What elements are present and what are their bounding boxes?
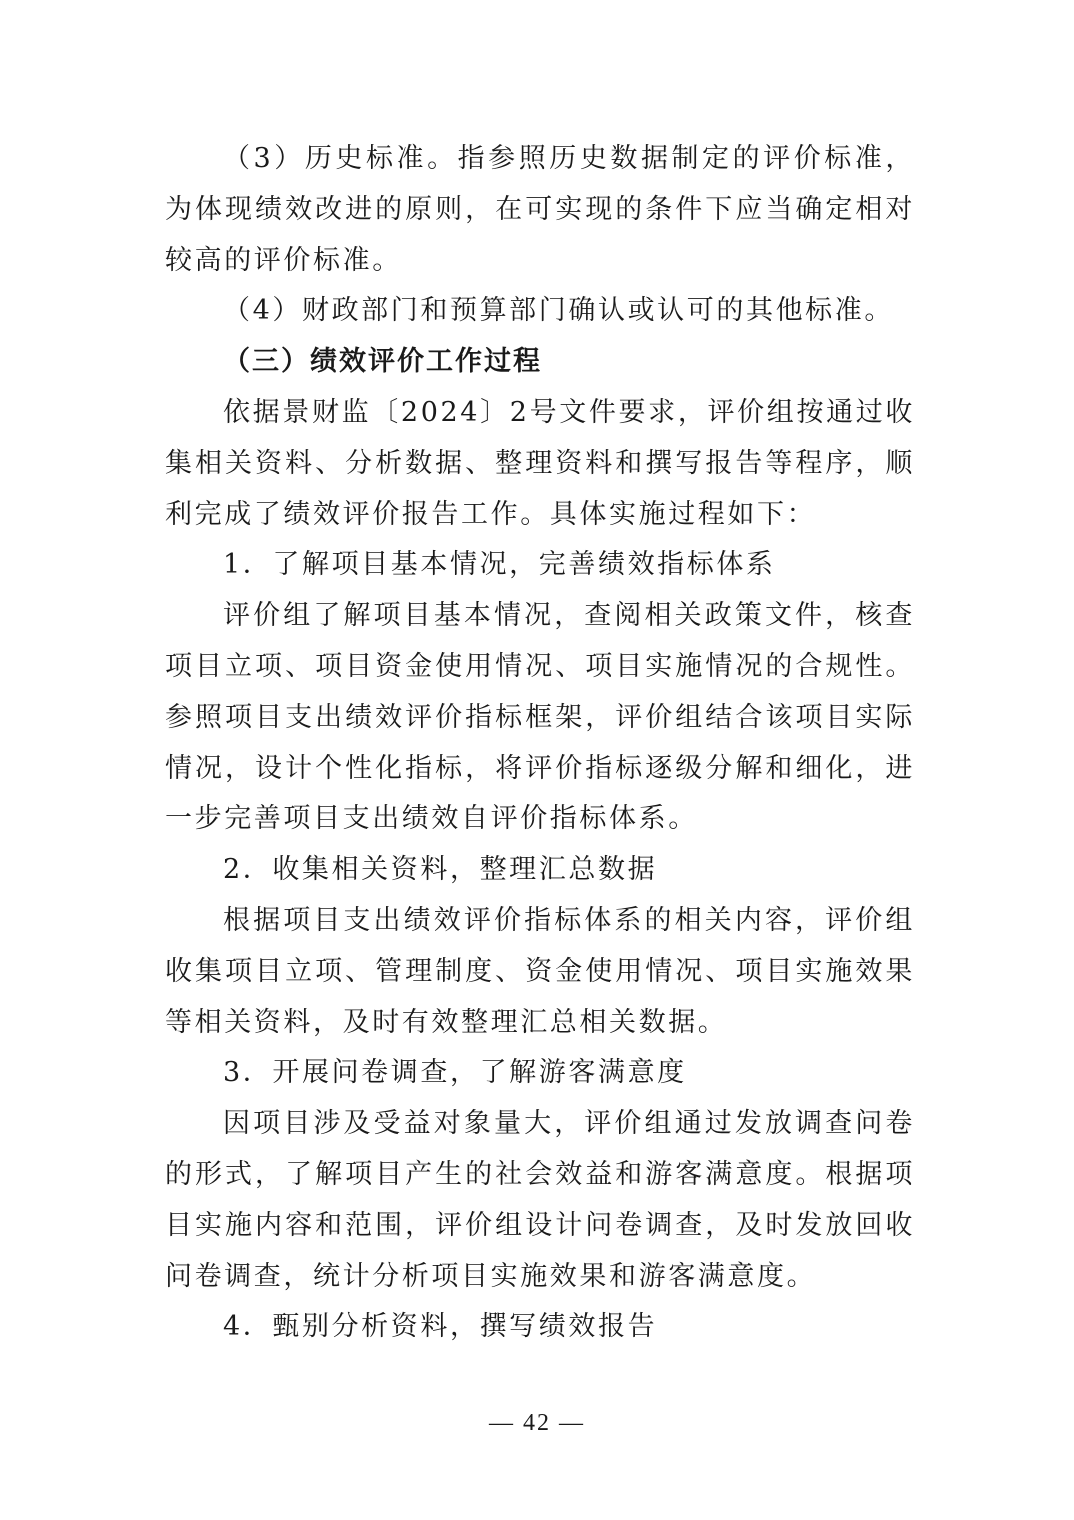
page-number: — 42 — [489, 1410, 585, 1436]
step-heading-4: 4．甄别分析资料，撰写绩效报告 [223, 1311, 658, 1343]
paragraph-step-2: 根据项目支出绩效评价指标体系的相关内容，评价组收集项目立项、管理制度、资金使用情况、项目实施效果等相关资料，及时有效整理汇总相关数据。 [165, 904, 915, 1038]
step-heading-3: 3．开展问卷调查，了解游客满意度 [223, 1057, 687, 1089]
paragraph-step-3: 因项目涉及受益对象量大，评价组通过发放调查问卷的形式，了解项目产生的社会效益和游客满意度。根据项目实施内容和范围，评价组设计问卷调查，及时发放回收问卷调查，统计分析项目实施效果和游客满意度。 [165, 1108, 915, 1292]
paragraph-step-1: 评价组了解项目基本情况，查阅相关政策文件，核查项目立项、项目资金使用情况、项目实施情况的合规性。参照项目支出绩效评价指标框架，评价组结合该项目实际情况，设计个性化指标，将评价指标逐级分解和细化，进一步完善项目支出绩效自评价指标体系。 [165, 600, 915, 835]
paragraph-historical-standard: （3）历史标准。指参照历史数据制定的评价标准，为体现绩效改进的原则，在可实现的条件下应当确定相对较高的评价标准。 [165, 143, 915, 276]
paragraph-other-standards: （4）财政部门和预算部门确认或认可的其他标准。 [223, 295, 894, 327]
step-heading-2: 2．收集相关资料，整理汇总数据 [223, 854, 658, 886]
paragraph-process-basis: 依据景财监〔2024〕2号文件要求，评价组按通过收集相关资料、分析数据、整理资料和撰写报告等程序，顺利完成了绩效评价报告工作。具体实施过程如下： [165, 396, 915, 530]
section-heading-evaluation-process: （三）绩效评价工作过程 [223, 346, 542, 378]
body-text [165, 134, 915, 1353]
step-heading-1: 1．了解项目基本情况，完善绩效指标体系 [223, 549, 776, 581]
